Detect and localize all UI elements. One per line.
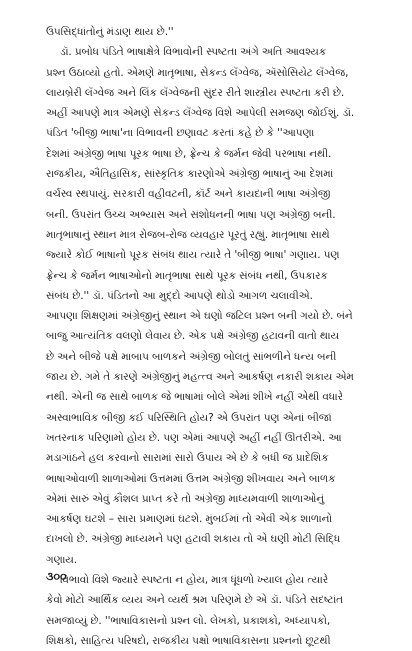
text-line: ઉપસિદ્ધાંતોનું મંડાણ થાય છે.'' (46, 26, 174, 38)
text-line: જ્યારે કોઈ ભાષાનો પૂરક સંબંધ થાય ત્યારે તે 'બીજી ભાષા' ગણાય. પણ (46, 249, 340, 262)
text-line: આકર્ષણ ઘટશે – સારા પ્રમાણમાં ઘટશે. મુંબઈમાં તો એવી એક શાળાનો (46, 513, 332, 526)
text-body (46, 22, 386, 651)
text-line: ડૉ. પ્રબોધ પંડિતે ભાષાક્ષેત્રે વિભાવોની સ્પષ્ટતા અંગે અતિ આવશ્યક (60, 46, 327, 59)
text-line: આપણા શિક્ષણમાં અંગ્રેજીનું સ્થાન એ ઘણો જટિલ પ્રશ્ન બની ગયો છે. બંને (46, 310, 353, 323)
text-line: સંબંધ છે.'' ડૉ. પંડિતનો આ મુદ્દો આપણે થોડો આગળ ચલાવીએ. (46, 289, 313, 302)
text-line: વર્ચસ્વ સ્થપાયું. સરકારી વહીવટની, કૉર્ટ અને કાયદાની ભાષા અંગ્રેજી (46, 188, 331, 201)
text-line: અહીં આપણે માત્ર એમણે સેકન્ડ લૅંગ્વેજ વિશે આપેલી સમજણ જોઈશું. ડૉ. (46, 107, 355, 120)
text-line: નથી. એની જ સાથે બાળક જે ભાષામાં બોલે એમાં શીખે નહીં એથી વધારે (46, 391, 343, 404)
text-line: દાખલો છે. અંગ્રેજી માધ્યમને પણ હટાવી શકાય તો એ ઘણી મોટી સિદ્ધિ (46, 533, 341, 546)
text-line: બની. ઉપરાંત ઉચ્ચ અભ્યાસ અને સંશોધનની ભાષા પણ અંગ્રેજી બની. (46, 208, 336, 221)
text-line: કેવો મોટો આર્થિક વ્યય અને વ્યર્થ શ્રમ પરિણમે છે એ ડૉ. પંડિતે સદષ્ટાંત (46, 594, 344, 607)
text-line: દેશમાં અંગ્રેજી ભાષા પૂરક ભાષા છે, ફ્રેન્ચ કે જર્મન જેવી પરભાષા નથી. (46, 147, 332, 160)
text-line: લાયબ્રેરી લૅંગ્વેજ અને લિંક લૅંગ્વેજની સુંદર રીતે શાસ્ત્રીય સ્પષ્ટતા કરી છે. (46, 86, 345, 99)
text-line: ફ્રેન્ચ કે જર્મન ભાષાઓનો માતૃભાષા સાથે પૂરક સંબંધ નથી, ઉપકારક (46, 269, 328, 282)
text-line: વિભાવો વિશે જ્યારે સ્પષ્ટતા ન હોય, માત્ર ધૂંધળો ખ્યાલ હોય ત્યારે (60, 574, 329, 587)
text-line: શિક્ષકો, સાહિત્ય પરિષદો, રાજકીય પક્ષો ભાષાવિકાસના પ્રશ્નનો છૂટથી (46, 634, 331, 647)
text-line: પંડિત 'બીજી ભાષા'ના વિભાવની છણાવટ કરતાં કહે છે કે ''આપણા (46, 127, 315, 140)
text-line: બાજુ આત્યંતિક વલણો લેવાય છે. એક પક્ષે અંગ્રેજી હટાવની વાતો થાય (46, 330, 339, 343)
text-line: છે અને બીજે પક્ષે માબાપ બાળકને અંગ્રેજી બોલતું સાંભળીને ધન્ય બની (46, 350, 337, 363)
text-line: એમાં સારું એવું કૌશલ પ્રાપ્ત કરે તો અંગ્રેજી માધ્યમવાળી શાળાઓનું (46, 492, 325, 505)
text-line: પ્રશ્ન ઉઠાવ્યો હતો. એમણે માતૃભાષા, સેકન્ડ લૅંગ્વેજ, ઍસોસિયેટ લૅંગ્વેજ, (46, 66, 349, 79)
text-line: અસ્વાભાવિક બીજી કઈ પરિસ્થિતિ હોય? એ ઉપરાંત પણ એનાં બીજાં (46, 411, 332, 424)
text-line: ગણાય. (46, 553, 78, 566)
text-line: જાય છે. ગમે તે કારણે અંગ્રેજીનું મહત્ત્વ અને આકર્ષણ નકારી શકાય એમ (46, 371, 354, 384)
page-number: ૩૦૦ (46, 570, 67, 583)
text-line: ખતરનાક પરિણામો હોય છે. પણ એમાં આપણે અહીં નહીં ઊતરીએ. આ (46, 431, 342, 444)
text-line: ભાષાઓવાળી શાળાઓમાં ઉત્તમમાં ઉત્તમ અંગ્રેજી શીખવાય અને બાળક (46, 472, 336, 485)
text-line: રાજકીય, ઐતિહાસિક, સાંસ્કૃતિક કારણોએ અંગ્રેજી ભાષાનું આ દેશમાં (46, 168, 334, 181)
text-line: મડાગાંઠને હલ કરવાનો સારામાં સારો ઉપાય એ છે કે બધી જ પ્રાદેશિક (46, 452, 329, 465)
text-line: માતૃભાષાનું સ્થાન માત્ર રોજબ-રોજ વ્યવહાર પૂરતું રહ્યું. માતૃભાષા સાથે (46, 228, 330, 241)
text-line: સમજાવ્યું છે. ''ભાષાવિકાસનો પ્રશ્ન લો. લેખકો, પ્રકાશકો, અધ્યાપકો, (46, 614, 331, 627)
